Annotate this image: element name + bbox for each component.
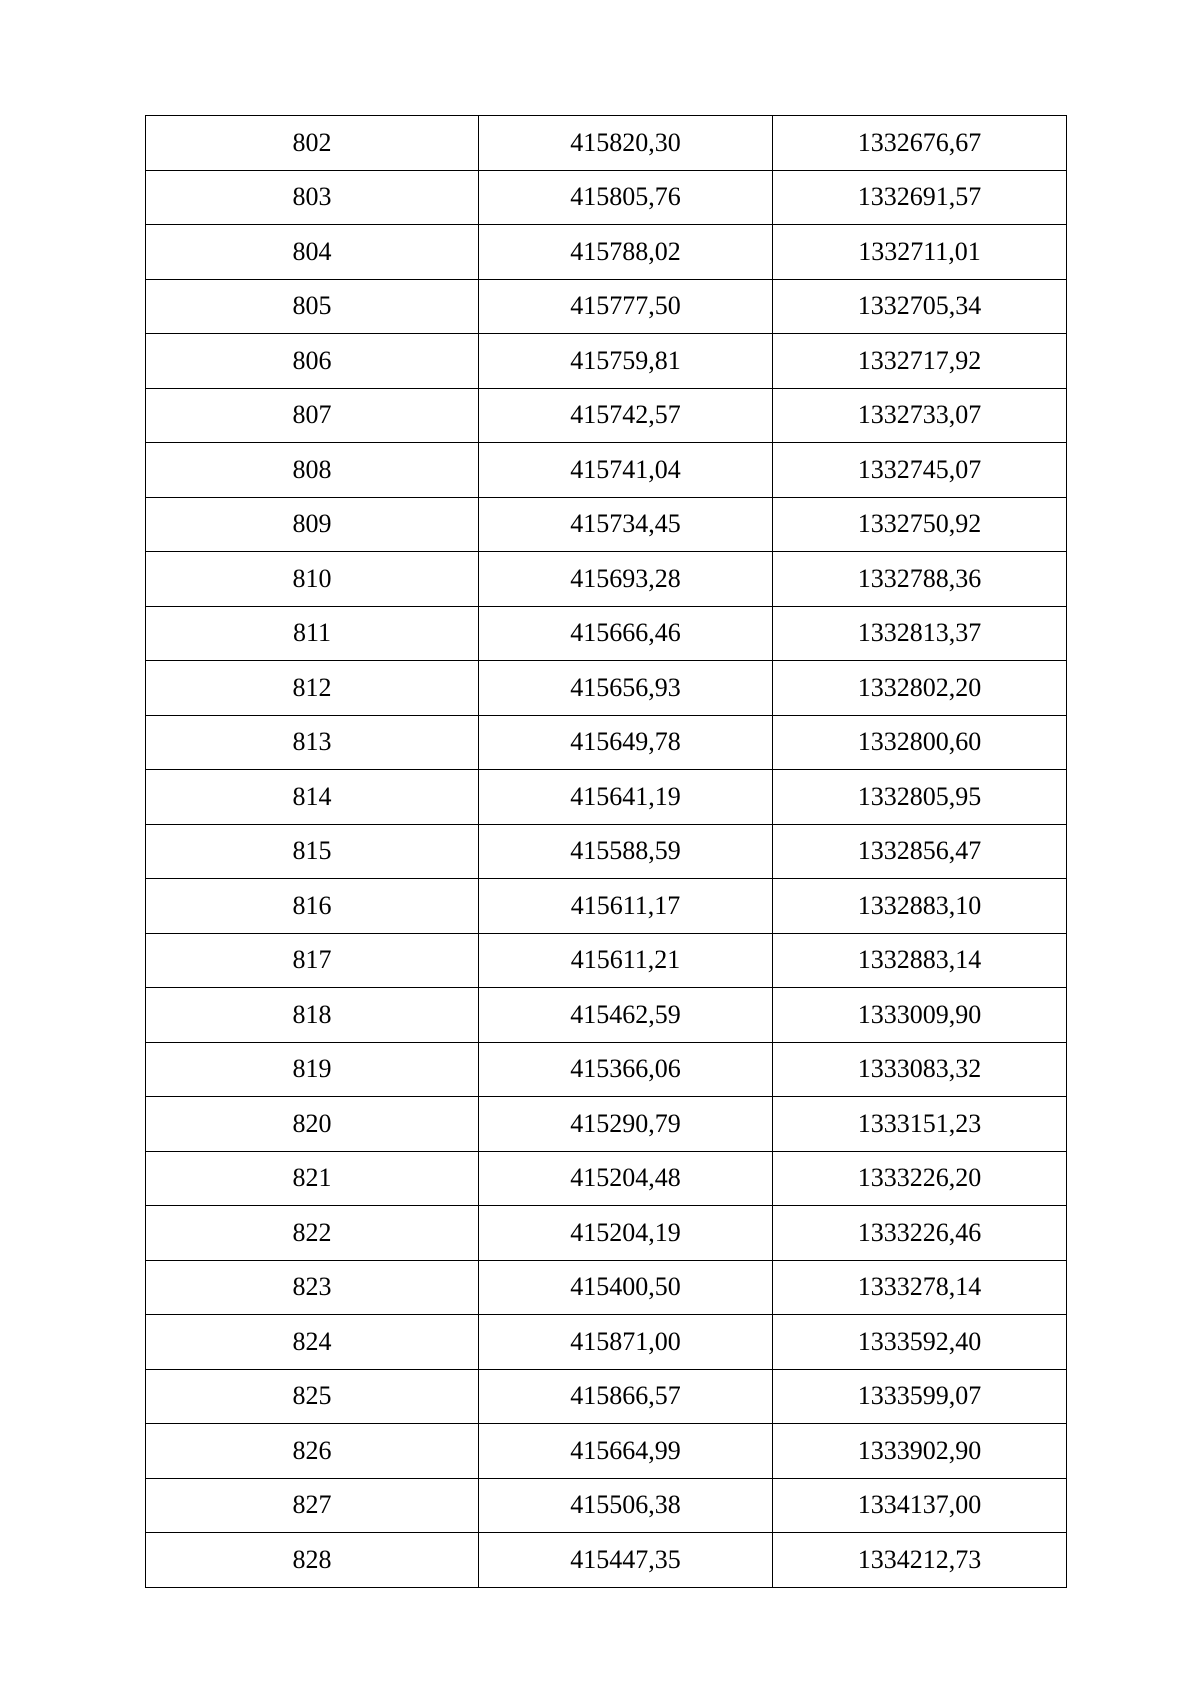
x-coordinate: 415588,59 bbox=[570, 836, 681, 866]
point-number: 812 bbox=[292, 672, 332, 702]
coordinates-table bbox=[145, 115, 1067, 1588]
x-coordinate-cell bbox=[479, 1424, 773, 1479]
point-number: 805 bbox=[292, 291, 332, 321]
point-number: 819 bbox=[292, 1054, 332, 1084]
y-coordinate-cell bbox=[773, 606, 1067, 661]
x-coordinate-cell bbox=[479, 334, 773, 389]
y-coordinate-cell bbox=[773, 824, 1067, 879]
point-number: 824 bbox=[292, 1326, 332, 1356]
x-coordinate-cell bbox=[479, 988, 773, 1043]
point-number-cell bbox=[146, 1533, 479, 1588]
point-number: 825 bbox=[292, 1381, 332, 1411]
x-coordinate-cell bbox=[479, 1533, 773, 1588]
x-coordinate-cell bbox=[479, 497, 773, 552]
x-coordinate-cell bbox=[479, 1315, 773, 1370]
x-coordinate: 415204,48 bbox=[570, 1163, 681, 1193]
point-number-cell bbox=[146, 715, 479, 770]
point-number: 808 bbox=[292, 454, 332, 484]
table-row bbox=[146, 116, 1067, 171]
x-coordinate: 415400,50 bbox=[570, 1272, 681, 1302]
table-row bbox=[146, 988, 1067, 1043]
x-coordinate-cell bbox=[479, 1369, 773, 1424]
x-coordinate: 415734,45 bbox=[570, 509, 681, 539]
y-coordinate: 1334212,73 bbox=[857, 1544, 982, 1574]
point-number: 828 bbox=[292, 1544, 332, 1574]
point-number: 802 bbox=[292, 127, 332, 157]
table-row bbox=[146, 225, 1067, 280]
table-row bbox=[146, 388, 1067, 443]
y-coordinate: 1332691,57 bbox=[857, 182, 982, 212]
point-number-cell bbox=[146, 334, 479, 389]
table-row bbox=[146, 1097, 1067, 1152]
table-row bbox=[146, 1206, 1067, 1261]
point-number-cell bbox=[146, 1042, 479, 1097]
point-number-cell bbox=[146, 116, 479, 171]
point-number-cell bbox=[146, 1424, 479, 1479]
table-row bbox=[146, 170, 1067, 225]
y-coordinate-cell bbox=[773, 388, 1067, 443]
point-number-cell bbox=[146, 1315, 479, 1370]
x-coordinate: 415759,81 bbox=[570, 345, 681, 375]
x-coordinate-cell bbox=[479, 170, 773, 225]
point-number: 809 bbox=[292, 509, 332, 539]
point-number: 806 bbox=[292, 345, 332, 375]
table-row bbox=[146, 661, 1067, 716]
y-coordinate: 1333226,20 bbox=[857, 1163, 982, 1193]
x-coordinate-cell bbox=[479, 1097, 773, 1152]
table-row bbox=[146, 1260, 1067, 1315]
point-number: 817 bbox=[292, 945, 332, 975]
x-coordinate: 415611,21 bbox=[570, 945, 681, 975]
y-coordinate: 1333592,40 bbox=[857, 1326, 982, 1356]
x-coordinate: 415741,04 bbox=[570, 454, 681, 484]
y-coordinate: 1332676,67 bbox=[857, 127, 982, 157]
x-coordinate: 415820,30 bbox=[570, 127, 681, 157]
y-coordinate: 1332800,60 bbox=[857, 727, 982, 757]
point-number-cell bbox=[146, 1478, 479, 1533]
point-number: 821 bbox=[292, 1163, 332, 1193]
x-coordinate: 415742,57 bbox=[570, 400, 681, 430]
point-number-cell bbox=[146, 770, 479, 825]
x-coordinate: 415506,38 bbox=[570, 1490, 681, 1520]
y-coordinate-cell bbox=[773, 661, 1067, 716]
point-number-cell bbox=[146, 1097, 479, 1152]
y-coordinate: 1332805,95 bbox=[857, 781, 982, 811]
y-coordinate: 1333226,46 bbox=[857, 1217, 982, 1247]
table-row bbox=[146, 933, 1067, 988]
point-number: 804 bbox=[292, 236, 332, 266]
y-coordinate-cell bbox=[773, 933, 1067, 988]
x-coordinate: 415693,28 bbox=[570, 563, 681, 593]
table-row bbox=[146, 1369, 1067, 1424]
y-coordinate-cell bbox=[773, 1478, 1067, 1533]
y-coordinate-cell bbox=[773, 552, 1067, 607]
y-coordinate: 1332883,10 bbox=[857, 890, 982, 920]
y-coordinate-cell bbox=[773, 1097, 1067, 1152]
x-coordinate-cell bbox=[479, 116, 773, 171]
x-coordinate-cell bbox=[479, 770, 773, 825]
y-coordinate-cell bbox=[773, 225, 1067, 280]
y-coordinate: 1333599,07 bbox=[857, 1381, 982, 1411]
y-coordinate-cell bbox=[773, 443, 1067, 498]
y-coordinate: 1332733,07 bbox=[857, 400, 982, 430]
point-number-cell bbox=[146, 661, 479, 716]
point-number: 827 bbox=[292, 1490, 332, 1520]
x-coordinate-cell bbox=[479, 552, 773, 607]
x-coordinate: 415649,78 bbox=[570, 727, 681, 757]
y-coordinate-cell bbox=[773, 170, 1067, 225]
y-coordinate-cell bbox=[773, 334, 1067, 389]
x-coordinate: 415611,17 bbox=[570, 890, 681, 920]
table-row bbox=[146, 606, 1067, 661]
point-number-cell bbox=[146, 1151, 479, 1206]
point-number-cell bbox=[146, 1369, 479, 1424]
y-coordinate: 1333902,90 bbox=[857, 1435, 982, 1465]
y-coordinate-cell bbox=[773, 1260, 1067, 1315]
x-coordinate-cell bbox=[479, 1042, 773, 1097]
x-coordinate: 415788,02 bbox=[570, 236, 681, 266]
x-coordinate: 415462,59 bbox=[570, 999, 681, 1029]
y-coordinate: 1333151,23 bbox=[857, 1108, 982, 1138]
point-number: 822 bbox=[292, 1217, 332, 1247]
point-number: 816 bbox=[292, 890, 332, 920]
x-coordinate-cell bbox=[479, 1478, 773, 1533]
point-number-cell bbox=[146, 552, 479, 607]
x-coordinate: 415447,35 bbox=[570, 1544, 681, 1574]
x-coordinate-cell bbox=[479, 1206, 773, 1261]
point-number: 814 bbox=[292, 781, 332, 811]
x-coordinate: 415664,99 bbox=[570, 1435, 681, 1465]
y-coordinate-cell bbox=[773, 1042, 1067, 1097]
x-coordinate-cell bbox=[479, 933, 773, 988]
y-coordinate-cell bbox=[773, 116, 1067, 171]
point-number-cell bbox=[146, 879, 479, 934]
coordinates-table-body bbox=[146, 116, 1067, 1588]
y-coordinate: 1332856,47 bbox=[857, 836, 982, 866]
table-row bbox=[146, 497, 1067, 552]
point-number: 815 bbox=[292, 836, 332, 866]
x-coordinate: 415777,50 bbox=[570, 291, 681, 321]
x-coordinate-cell bbox=[479, 225, 773, 280]
table-row bbox=[146, 1478, 1067, 1533]
y-coordinate-cell bbox=[773, 1424, 1067, 1479]
table-row bbox=[146, 279, 1067, 334]
point-number-cell bbox=[146, 1206, 479, 1261]
x-coordinate-cell bbox=[479, 715, 773, 770]
table-row bbox=[146, 1151, 1067, 1206]
y-coordinate-cell bbox=[773, 770, 1067, 825]
x-coordinate: 415805,76 bbox=[570, 182, 681, 212]
x-coordinate-cell bbox=[479, 606, 773, 661]
table-row bbox=[146, 1424, 1067, 1479]
x-coordinate-cell bbox=[479, 388, 773, 443]
table-row bbox=[146, 1042, 1067, 1097]
y-coordinate: 1332705,34 bbox=[857, 291, 982, 321]
table-row bbox=[146, 552, 1067, 607]
x-coordinate-cell bbox=[479, 661, 773, 716]
x-coordinate: 415866,57 bbox=[570, 1381, 681, 1411]
y-coordinate-cell bbox=[773, 715, 1067, 770]
y-coordinate-cell bbox=[773, 879, 1067, 934]
y-coordinate: 1333083,32 bbox=[857, 1054, 982, 1084]
y-coordinate-cell bbox=[773, 1206, 1067, 1261]
point-number-cell bbox=[146, 388, 479, 443]
point-number: 826 bbox=[292, 1435, 332, 1465]
point-number-cell bbox=[146, 606, 479, 661]
y-coordinate-cell bbox=[773, 988, 1067, 1043]
x-coordinate-cell bbox=[479, 279, 773, 334]
point-number: 813 bbox=[292, 727, 332, 757]
y-coordinate-cell bbox=[773, 497, 1067, 552]
table-row bbox=[146, 443, 1067, 498]
x-coordinate: 415871,00 bbox=[570, 1326, 681, 1356]
point-number: 811 bbox=[292, 618, 332, 648]
point-number-cell bbox=[146, 497, 479, 552]
x-coordinate: 415641,19 bbox=[570, 781, 681, 811]
table-row bbox=[146, 879, 1067, 934]
point-number: 818 bbox=[292, 999, 332, 1029]
y-coordinate: 1332883,14 bbox=[857, 945, 982, 975]
x-coordinate: 415656,93 bbox=[570, 672, 681, 702]
table-row bbox=[146, 1315, 1067, 1370]
y-coordinate: 1332802,20 bbox=[857, 672, 982, 702]
y-coordinate-cell bbox=[773, 1151, 1067, 1206]
y-coordinate: 1332745,07 bbox=[857, 454, 982, 484]
x-coordinate: 415666,46 bbox=[570, 618, 681, 648]
x-coordinate-cell bbox=[479, 879, 773, 934]
x-coordinate: 415204,19 bbox=[570, 1217, 681, 1247]
point-number: 810 bbox=[292, 563, 332, 593]
x-coordinate-cell bbox=[479, 1151, 773, 1206]
point-number-cell bbox=[146, 225, 479, 280]
point-number-cell bbox=[146, 170, 479, 225]
point-number: 807 bbox=[292, 400, 332, 430]
y-coordinate: 1332750,92 bbox=[857, 509, 982, 539]
y-coordinate: 1333009,90 bbox=[857, 999, 982, 1029]
y-coordinate: 1334137,00 bbox=[857, 1490, 982, 1520]
point-number-cell bbox=[146, 1260, 479, 1315]
y-coordinate: 1332717,92 bbox=[857, 345, 982, 375]
point-number: 823 bbox=[292, 1272, 332, 1302]
y-coordinate-cell bbox=[773, 279, 1067, 334]
y-coordinate: 1333278,14 bbox=[857, 1272, 982, 1302]
point-number: 820 bbox=[292, 1108, 332, 1138]
table-row bbox=[146, 715, 1067, 770]
x-coordinate-cell bbox=[479, 1260, 773, 1315]
table-row bbox=[146, 824, 1067, 879]
point-number-cell bbox=[146, 988, 479, 1043]
y-coordinate-cell bbox=[773, 1315, 1067, 1370]
x-coordinate: 415290,79 bbox=[570, 1108, 681, 1138]
x-coordinate-cell bbox=[479, 824, 773, 879]
point-number: 803 bbox=[292, 182, 332, 212]
point-number-cell bbox=[146, 933, 479, 988]
x-coordinate: 415366,06 bbox=[570, 1054, 681, 1084]
table-row bbox=[146, 334, 1067, 389]
y-coordinate: 1332813,37 bbox=[857, 618, 982, 648]
y-coordinate-cell bbox=[773, 1369, 1067, 1424]
x-coordinate-cell bbox=[479, 443, 773, 498]
point-number-cell bbox=[146, 279, 479, 334]
y-coordinate: 1332711,01 bbox=[858, 236, 981, 266]
y-coordinate: 1332788,36 bbox=[857, 563, 982, 593]
y-coordinate-cell bbox=[773, 1533, 1067, 1588]
point-number-cell bbox=[146, 443, 479, 498]
point-number-cell bbox=[146, 824, 479, 879]
table-row bbox=[146, 1533, 1067, 1588]
table-row bbox=[146, 770, 1067, 825]
